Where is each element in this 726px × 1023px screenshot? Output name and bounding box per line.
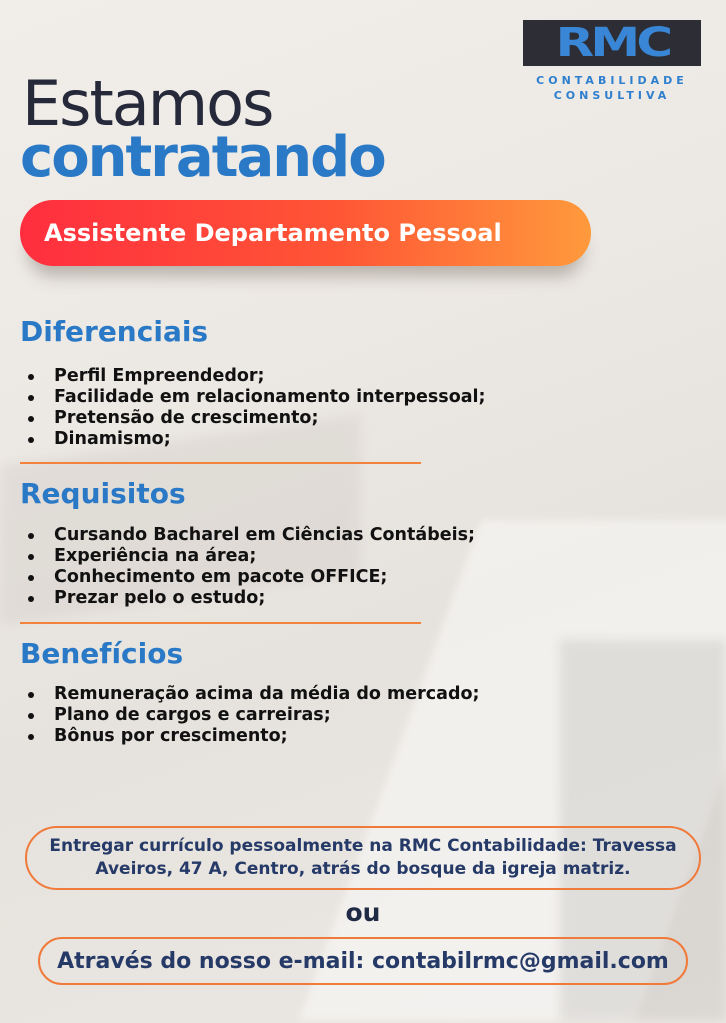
headline-line2: contratando [20,125,385,190]
delivery-instructions-box [25,826,701,890]
email-contact-box [38,937,688,985]
list-beneficios [28,684,480,747]
list-item: Perfil Empreendedor; [28,366,486,387]
bullet-icon [28,437,34,443]
bullet-icon [28,374,34,380]
bullet-icon [28,575,34,581]
logo-subtitle-line2: CONSULTIVA [553,89,671,102]
list-requisitos [28,525,475,609]
list-item: Facilidade em relacionamento interpessoal; [28,387,486,408]
list-item: Bônus por crescimento; [28,726,480,747]
list-item: Cursando Bacharel em Ciências Contábeis; [28,525,475,546]
list-diferenciais [28,366,486,450]
bullet-icon [28,734,34,740]
or-separator: ou [345,898,381,927]
email-contact-text: Através do nosso e-mail: contabilrmc@gmail.com [57,948,669,974]
delivery-line1: Entregar currículo pessoalmente na RMC Contabilidade: Travessa [49,836,677,856]
list-item: Conhecimento em pacote OFFICE; [28,567,475,588]
bullet-icon [28,554,34,560]
bullet-icon [28,713,34,719]
list-item: Prezar pelo o estudo; [28,588,475,609]
section-divider [20,462,421,464]
delivery-line2: Aveiros, 47 A, Centro, atrás do bosque da igreja matriz. [95,859,631,879]
list-item: Plano de cargos e carreiras; [28,705,480,726]
company-logo [523,20,701,103]
logo-text: RMC [555,20,669,66]
bullet-icon [28,533,34,539]
job-title: Assistente Departamento Pessoal [44,219,502,247]
list-item: Remuneração acima da média do mercado; [28,684,480,705]
logo-subtitle-line1: CONTABILIDADE [536,74,688,87]
bullet-icon [28,395,34,401]
list-item: Experiência na área; [28,546,475,567]
bullet-icon [28,416,34,422]
bullet-icon [28,692,34,698]
section-divider [20,622,421,624]
list-item: Dinamismo; [28,429,486,450]
section-heading-diferenciais: Diferenciais [20,315,209,348]
bullet-icon [28,596,34,602]
logo-mark [523,20,701,66]
delivery-instructions [49,835,676,881]
section-heading-requisitos: Requisitos [20,477,186,510]
list-item: Pretensão de crescimento; [28,408,486,429]
job-title-banner [20,200,591,266]
headline-line1: Estamos [22,67,273,140]
section-heading-beneficios: Benefícios [20,637,184,670]
